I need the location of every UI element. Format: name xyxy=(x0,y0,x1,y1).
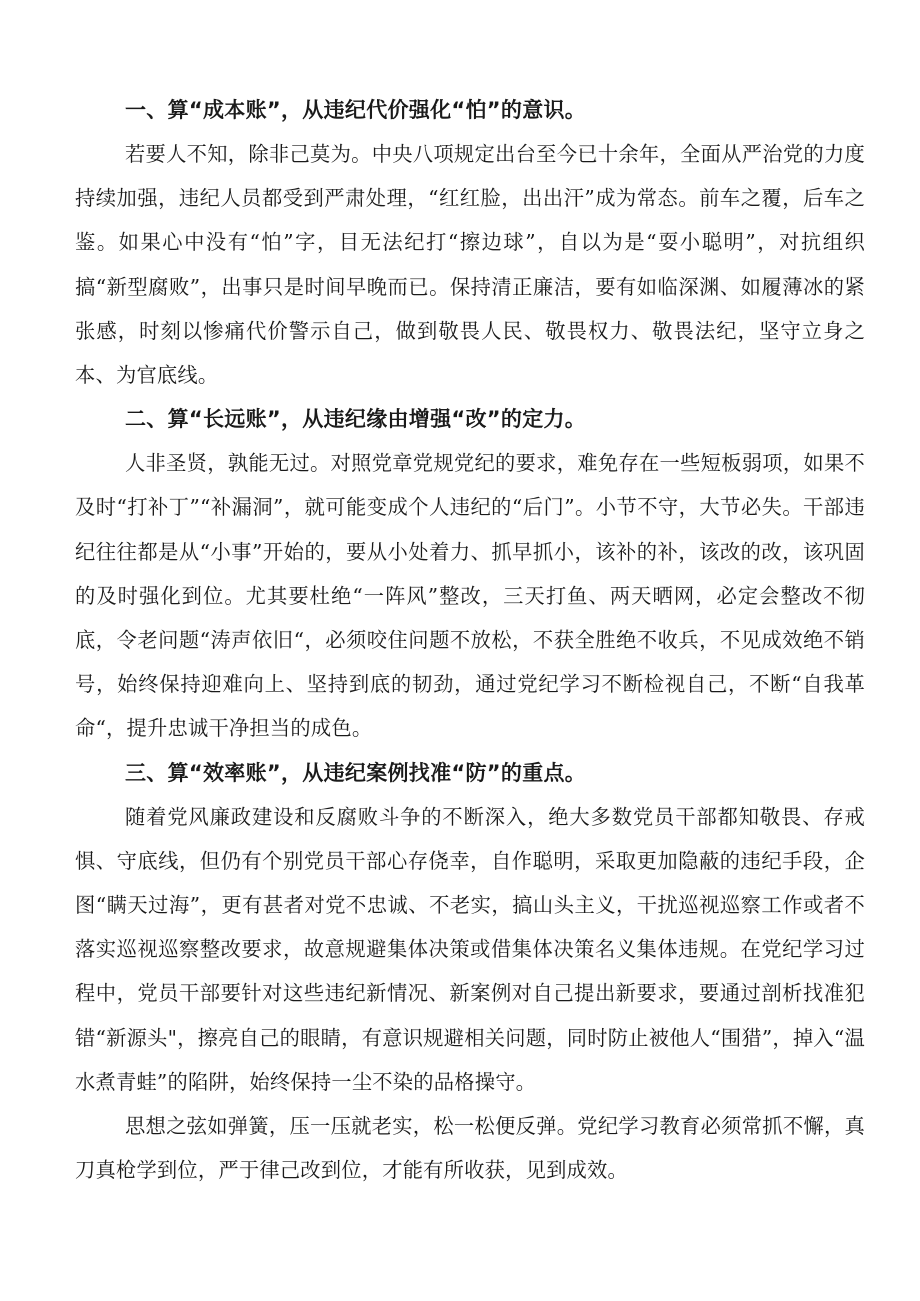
section-1-heading: 一、算“成本账”，从违纪代价强化“怕”的意识。 xyxy=(125,98,587,122)
section-2-heading: 二、算“长远账”，从违纪缘由增强“改”的定力。 xyxy=(125,407,587,432)
section-2-paragraph: 人非圣贤，孰能无过。对照党章党规党纪的要求，难免存在一些短板弱项，如果不及时“打补丁”“补漏洞”，就可能变成个人违纪的“后门”。小节不守，大节必失。干部违纪往往都是从“小事”开始的，要从小处着力、抓早抓小，该补的补，该改的改，该巩固的及时强化到位。尤其要杜绝“一阵风”整改，三天打鱼、两天晒网，必定会整改不彻底，令老问题“涛声依旧“，必须咬住问题不放松，不获全胜绝不收兵，不见成效绝不销号，始终保持迎难向上、坚持到底的韧劲，通过党纪学习不断检视自己，不断“自我革命“，提升忠诚干净担当的成色。 xyxy=(75,451,865,741)
section-1-paragraph: 若要人不知，除非己莫为。中央八项规定出台至今已十余年，全面从严治党的力度持续加强，违纪人员都受到严肃处理，“红红脸，出出汗”成为常态。前车之覆，后车之鉴。如果心中没有“怕”字，目无法纪打“擦边球”，自以为是“耍小聪明”，对抗组织搞“新型腐败”，出事只是时间早晚而已。保持清正廉洁，要有如临深渊、如履薄冰的紧张感，时刻以惨痛代价警示自己，做到敬畏人民、敬畏权力、敬畏法纪，坚守立身之本、为官底线。 xyxy=(75,142,865,388)
conclusion-paragraph: 思想之弦如弹簧，压一压就老实，松一松便反弹。党纪学习教育必须常抓不懈，真刀真枪学到位，严于律己改到位，才能有所收获，见到成效。 xyxy=(75,1114,865,1183)
section-3-heading: 三、算“效率账”，从违纪案例找准“防”的重点。 xyxy=(125,760,587,785)
document-body xyxy=(75,88,865,1192)
section-3-paragraph: 随着党风廉政建设和反腐败斗争的不断深入，绝大多数党员干部都知敬畏、存戒惧、守底线，但仍有个别党员干部心存侥幸，自作聪明，采取更加隐蔽的违纪手段，企图“瞒天过海”，更有甚者对党不忠诚、不老实，搞山头主义，干扰巡视巡察工作或者不落实巡视巡察整改要求，故意规避集体决策或借集体决策名义集体违规。在党纪学习过程中，党员干部要针对这些违纪新情况、新案例对自己提出新要求，要通过剖析找准犯错“新源头"，擦亮自己的眼睛，有意识规避相关问题，同时防止被他人“围猎”，掉入“温水煮青蛙”的陷阱，始终保持一尘不染的品格操守。 xyxy=(75,804,865,1094)
